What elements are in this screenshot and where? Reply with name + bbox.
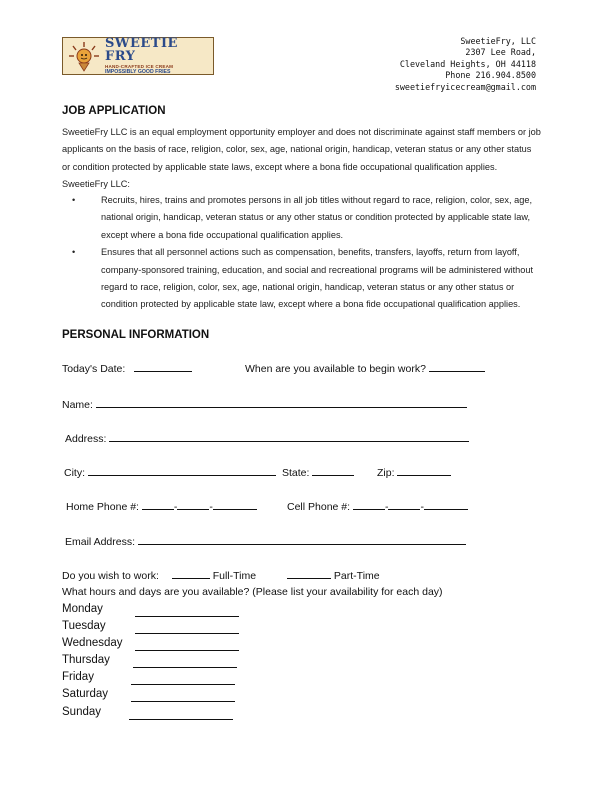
cell-phone-number-line[interactable] [424,500,468,510]
address-label: Address: [65,433,107,445]
bullet-text: Ensures that all personnel actions such as compensation, benefits, transfers, layoffs, return from layoff, company-sponsored training, education, and social and recreational programs will be administered without regard to race, religion, color, sex, age, national origin, handicap, veteran status or any other status or condition protected by applicable state law, except where a bona fide occupational qualification applies. [101,247,534,310]
address-input-line[interactable] [109,432,469,442]
todays-date-label: Today's Date: [62,363,126,375]
city-label: City: [64,467,85,479]
day-label-tuesday: Tuesday [62,620,106,632]
todays-date-field[interactable] [62,362,192,375]
name-input-line[interactable] [96,398,467,408]
company-name: SweetieFry, LLC [460,36,536,46]
home-phone-dash: - [209,501,213,513]
list-item [62,244,542,314]
job-application-heading: JOB APPLICATION [62,105,166,117]
email-label: Email Address: [65,536,136,548]
day-label-wednesday: Wednesday [62,637,123,649]
day-label-monday: Monday [62,603,103,615]
start-availability-field[interactable] [245,362,485,375]
address-field[interactable] [65,432,469,445]
part-time-option: Part-Time [333,570,380,582]
bullet-icon: • [72,195,76,205]
wednesday-availability-line[interactable] [135,650,239,651]
friday-availability-line[interactable] [131,684,235,685]
full-time-input-line[interactable] [172,569,210,579]
email-input-line[interactable] [138,535,466,545]
logo-tagline-fries: IMPOSSIBLY GOOD FRIES [105,69,171,76]
eeo-bullet-list [62,192,542,314]
company-address-street: 2307 Lee Road, [465,47,536,58]
work-type-field[interactable] [62,569,380,582]
eeo-paragraph: SweetieFry LLC is an equal employment opportunity employer and does not discriminate against staff members or job applicants on the basis of race, religion, color, sex, age, national origin, handicap, veteran status or any other status or condition protected by applicable state laws, except where a bona fide occupational qualification applies. [62,127,541,172]
zip-label: Zip: [377,467,395,479]
cell-phone-dash: - [384,501,389,513]
sunday-availability-line[interactable] [129,719,233,720]
day-label-sunday: Sunday [62,706,102,718]
monday-availability-line[interactable] [135,616,239,617]
state-label: State: [282,467,310,479]
cell-phone-area-line[interactable] [353,500,385,510]
logo-brand-text: SWEETIE FRY [105,35,178,64]
day-label-thursday: Thursday [62,654,110,666]
home-phone-number-line[interactable] [213,500,257,510]
eeo-statement [62,124,542,194]
cell-phone-field[interactable] [287,500,468,513]
saturday-availability-line[interactable] [131,701,235,702]
list-item [62,192,542,244]
city-input-line[interactable] [88,466,276,476]
name-label: Name: [62,399,93,411]
day-label-saturday: Saturday [62,688,109,700]
logo-tagline-ice-cream: HAND-CRAFTED ICE CREAM [105,63,174,69]
sun-logo-icon [67,40,101,72]
part-time-input-line[interactable] [287,569,331,579]
start-availability-input-line[interactable] [429,362,485,372]
day-label-friday: Friday [62,671,94,683]
email-field[interactable] [65,535,466,548]
work-type-label: Do you wish to work: [62,570,159,582]
bullet-text: Recruits, hires, trains and promotes persons in all job titles without regard to race, religion, color, sex, age, national origin, handicap, veteran status or any other status or condition protected by applicable state law, except where a bona fide occupational qualification applies. [101,195,532,240]
company-contact-block [395,36,536,93]
cell-phone-label: Cell Phone #: [287,501,351,513]
zip-input-line[interactable] [397,466,451,476]
city-field[interactable] [64,466,276,479]
eeo-lead: SweetieFry LLC: [62,179,130,190]
state-field[interactable] [282,466,354,479]
home-phone-field[interactable] [66,500,257,513]
tuesday-availability-line[interactable] [135,633,239,634]
thursday-availability-line[interactable] [133,667,237,668]
bullet-icon: • [72,247,76,258]
name-field[interactable] [62,398,467,411]
home-phone-label: Home Phone #: [66,501,139,513]
start-availability-label: When are you available to begin work? [245,363,426,375]
company-address-city: Cleveland Heights, OH 44118 [399,58,536,69]
zip-field[interactable] [377,466,451,479]
home-phone-area-line[interactable] [142,500,174,510]
todays-date-input-line[interactable] [134,362,192,372]
cell-phone-dash: - [420,501,424,513]
cell-phone-prefix-line[interactable] [388,500,420,510]
company-phone: Phone 216.904.8500 [445,70,536,81]
sweetiefry-logo [62,37,214,75]
home-phone-dash: - [173,501,178,513]
home-phone-prefix-line[interactable] [177,500,209,510]
full-time-option: Full-Time [212,570,257,582]
company-email: sweetiefryicecream@gmail.com [394,81,536,92]
personal-information-heading: PERSONAL INFORMATION [62,329,210,341]
hours-question: What hours and days are you available? (Please list your availability for each day) [62,586,443,598]
state-input-line[interactable] [312,466,354,476]
